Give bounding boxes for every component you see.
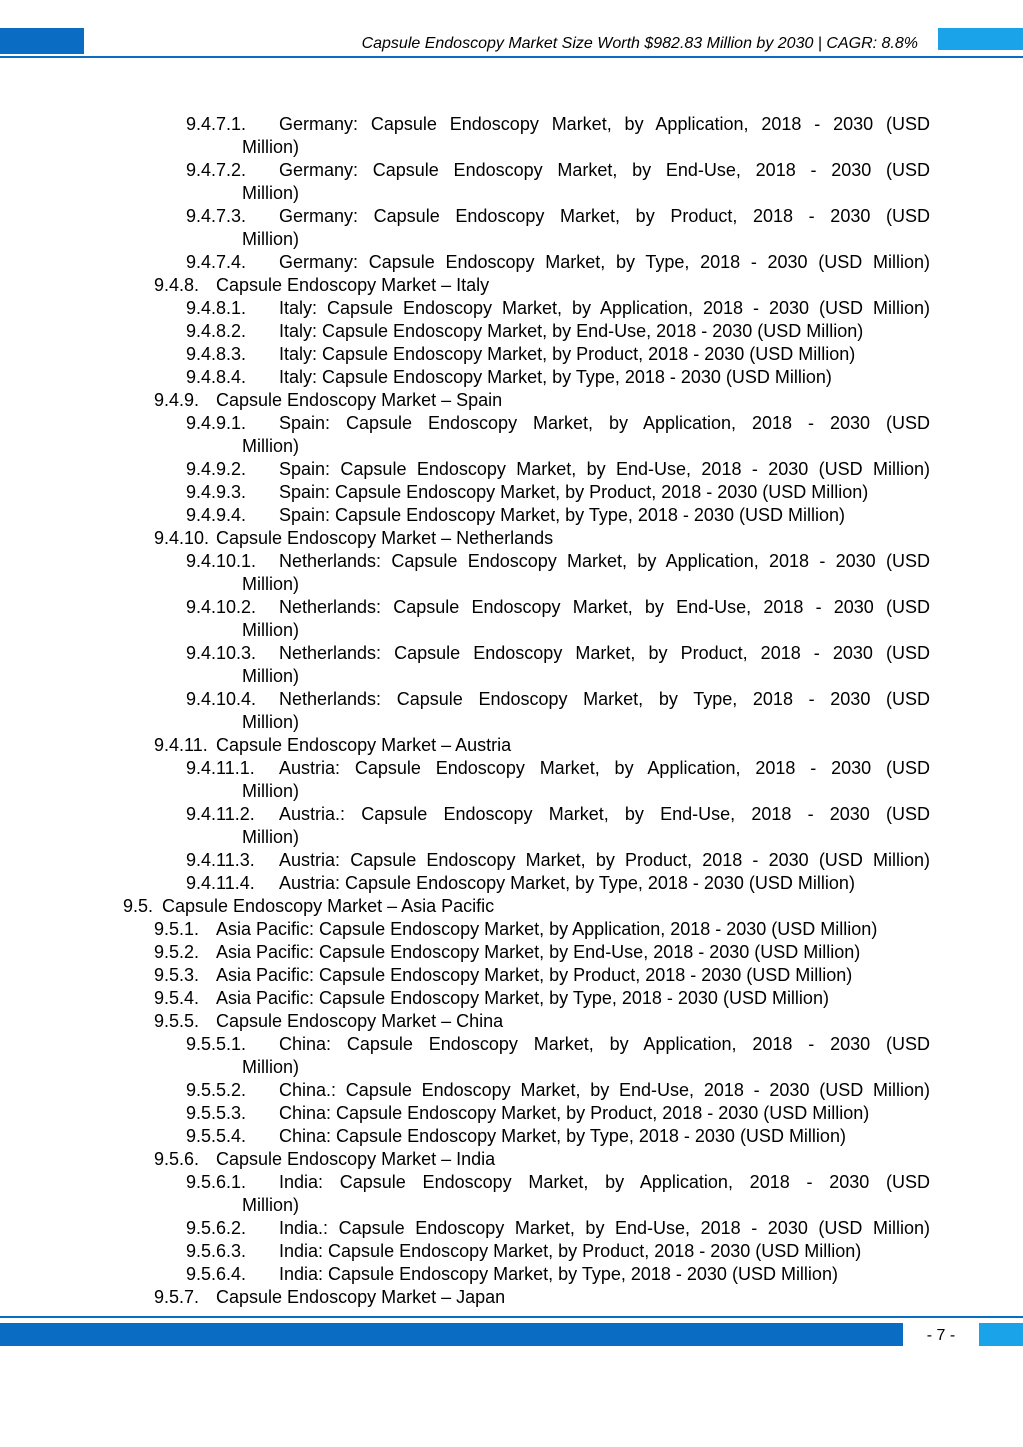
toc-entry (0, 251, 1023, 274)
toc-entry (0, 412, 1023, 435)
toc-entry-text: Austria: Capsule Endoscopy Market, by Product, 2018 - 2030 (USD Million) (279, 850, 930, 870)
toc-entry-continuation (0, 228, 1023, 251)
toc-entry (0, 941, 1023, 964)
toc-entry (0, 895, 1023, 918)
header-accent-block-right (938, 28, 1023, 50)
toc-entry-continuation (0, 182, 1023, 205)
toc-entry-text: Spain: Capsule Endoscopy Market, by Type, 2018 - 2030 (USD Million) (279, 505, 845, 525)
toc-entry (0, 297, 1023, 320)
toc-entry (0, 803, 1023, 826)
toc-entry-text: China: Capsule Endoscopy Market, by Product, 2018 - 2030 (USD Million) (279, 1103, 870, 1123)
toc-entry-text: Million) (242, 574, 300, 594)
toc-entry-text: Netherlands: Capsule Endoscopy Market, by End-Use, 2018 - 2030 (USD (279, 597, 930, 617)
toc-entry (0, 642, 1023, 665)
toc-entry (0, 1125, 1023, 1148)
toc-entry (0, 872, 1023, 895)
toc-entry-text: India: Capsule Endoscopy Market, by Type, 2018 - 2030 (USD Million) (279, 1264, 838, 1284)
toc-entry-number: 9.5.5.2. (186, 1080, 247, 1100)
toc-entry (0, 366, 1023, 389)
toc-entry-number: 9.5.5.1. (186, 1034, 247, 1054)
toc-entry-number: 9.5.6. (154, 1149, 200, 1169)
toc-entry-continuation (0, 826, 1023, 849)
toc-entry-text: Netherlands: Capsule Endoscopy Market, by Application, 2018 - 2030 (USD (279, 551, 930, 571)
toc-entry (0, 1079, 1023, 1102)
toc-entry-text: Capsule Endoscopy Market – India (216, 1149, 496, 1169)
toc-entry-number: 9.5.6.4. (186, 1264, 247, 1284)
toc-entry (0, 550, 1023, 573)
toc-entry-continuation (0, 619, 1023, 642)
toc-entry-continuation (0, 573, 1023, 596)
toc-entry-text: Capsule Endoscopy Market – Spain (216, 390, 503, 410)
header-title: Capsule Endoscopy Market Size Worth $982.83 Million by 2030 | CAGR: 8.8% (361, 35, 918, 52)
toc-entry-text: Million) (242, 712, 300, 732)
toc-entry-number: 9.5.6.3. (186, 1241, 247, 1261)
toc-entry-number: 9.4.7.3. (186, 206, 247, 226)
toc-entry (0, 596, 1023, 619)
toc-entry-text: Capsule Endoscopy Market – China (216, 1011, 504, 1031)
toc-entry-text: Million) (242, 620, 300, 640)
toc-entry-text: Asia Pacific: Capsule Endoscopy Market, by Application, 2018 - 2030 (USD Million) (216, 919, 878, 939)
toc-entry-number: 9.4.9.2. (186, 459, 247, 479)
toc-entry-text: Austria: Capsule Endoscopy Market, by Type, 2018 - 2030 (USD Million) (279, 873, 855, 893)
header-rule (0, 56, 1023, 58)
toc-entry-text: Capsule Endoscopy Market – Asia Pacific (162, 896, 495, 916)
toc-entry-text: Million) (242, 137, 300, 157)
toc-entry-continuation (0, 665, 1023, 688)
toc-entry (0, 159, 1023, 182)
toc-entry (0, 1286, 1023, 1309)
toc-entry-number: 9.4.8.1. (186, 298, 247, 318)
toc-entry (0, 688, 1023, 711)
toc-entry-text: Asia Pacific: Capsule Endoscopy Market, by End-Use, 2018 - 2030 (USD Million) (216, 942, 861, 962)
toc-entry-number: 9.4.8.2. (186, 321, 247, 341)
toc-entry (0, 964, 1023, 987)
toc-entry-text: Spain: Capsule Endoscopy Market, by Application, 2018 - 2030 (USD (279, 413, 930, 433)
toc-entry-number: 9.5.4. (154, 988, 200, 1008)
toc-entry (0, 918, 1023, 941)
toc-entry-text: Million) (242, 781, 300, 801)
toc-entry-number: 9.5. (123, 896, 154, 916)
toc-entry-number: 9.4.8.4. (186, 367, 247, 387)
toc-entry (0, 113, 1023, 136)
toc-entry-number: 9.4.9.3. (186, 482, 247, 502)
toc-entry-number: 9.4.9. (154, 390, 200, 410)
toc-entry (0, 481, 1023, 504)
toc-entry-number: 9.5.3. (154, 965, 200, 985)
toc-entry (0, 504, 1023, 527)
toc-entry-text: Italy: Capsule Endoscopy Market, by Type, 2018 - 2030 (USD Million) (279, 367, 832, 387)
toc-entry (0, 1263, 1023, 1286)
toc-entry-number: 9.5.5. (154, 1011, 200, 1031)
toc-entry-text: Austria.: Capsule Endoscopy Market, by End-Use, 2018 - 2030 (USD (279, 804, 930, 824)
toc-entry-text: China.: Capsule Endoscopy Market, by End-Use, 2018 - 2030 (USD Million) (279, 1080, 930, 1100)
toc-entry (0, 1171, 1023, 1194)
toc-entry-number: 9.5.5.3. (186, 1103, 247, 1123)
toc-entry-number: 9.4.11.2. (186, 804, 255, 824)
toc-entry-number: 9.4.9.1. (186, 413, 247, 433)
toc-entry-number: 9.4.11. (154, 735, 208, 755)
toc-entry-number: 9.4.10. (154, 528, 210, 548)
toc-entry-text: Germany: Capsule Endoscopy Market, by Type, 2018 - 2030 (USD Million) (279, 252, 930, 272)
toc-entry-text: Million) (242, 666, 300, 686)
toc-entry-text: Italy: Capsule Endoscopy Market, by Application, 2018 - 2030 (USD Million) (279, 298, 930, 318)
toc-entry-text: Million) (242, 1057, 300, 1077)
footer-bar (0, 1323, 903, 1346)
toc-entry-continuation (0, 435, 1023, 458)
toc-entry-number: 9.4.11.4. (186, 873, 255, 893)
toc-entry (0, 1240, 1023, 1263)
toc-entry-continuation (0, 780, 1023, 803)
toc-entry-number: 9.4.7.2. (186, 160, 247, 180)
toc-entry-continuation (0, 136, 1023, 159)
toc-entry-text: Austria: Capsule Endoscopy Market, by Application, 2018 - 2030 (USD (279, 758, 930, 778)
footer-accent-block-right (979, 1323, 1023, 1346)
toc-entry-text: Netherlands: Capsule Endoscopy Market, by Product, 2018 - 2030 (USD (279, 643, 930, 663)
toc-entry (0, 343, 1023, 366)
toc-entry-text: Italy: Capsule Endoscopy Market, by End-Use, 2018 - 2030 (USD Million) (279, 321, 864, 341)
toc-entry (0, 274, 1023, 297)
toc-entry-text: Spain: Capsule Endoscopy Market, by End-Use, 2018 - 2030 (USD Million) (279, 459, 930, 479)
toc-entry (0, 1102, 1023, 1125)
toc-entry-text: Million) (242, 827, 300, 847)
toc-entry-text: India.: Capsule Endoscopy Market, by End-Use, 2018 - 2030 (USD Million) (279, 1218, 930, 1238)
footer-rule (0, 1316, 1023, 1318)
toc-entry (0, 987, 1023, 1010)
toc-entry (0, 849, 1023, 872)
page-number: - 7 - (926, 1327, 956, 1344)
toc-entry-text: India: Capsule Endoscopy Market, by Product, 2018 - 2030 (USD Million) (279, 1241, 862, 1261)
table-of-contents (0, 113, 1023, 1309)
toc-entry (0, 1010, 1023, 1033)
toc-entry-number: 9.4.10.3. (186, 643, 257, 663)
toc-entry (0, 389, 1023, 412)
toc-entry-text: Capsule Endoscopy Market – Austria (216, 735, 512, 755)
toc-entry (0, 1033, 1023, 1056)
toc-entry-text: Italy: Capsule Endoscopy Market, by Product, 2018 - 2030 (USD Million) (279, 344, 856, 364)
toc-entry-text: Asia Pacific: Capsule Endoscopy Market, by Type, 2018 - 2030 (USD Million) (216, 988, 829, 1008)
toc-entry-number: 9.5.6.2. (186, 1218, 247, 1238)
toc-entry (0, 458, 1023, 481)
toc-entry-number: 9.5.2. (154, 942, 200, 962)
toc-entry-text: Netherlands: Capsule Endoscopy Market, by Type, 2018 - 2030 (USD (279, 689, 930, 709)
toc-entry-number: 9.4.10.4. (186, 689, 257, 709)
toc-entry-text: Million) (242, 183, 300, 203)
toc-entry-text: Capsule Endoscopy Market – Italy (216, 275, 490, 295)
toc-entry (0, 205, 1023, 228)
toc-entry (0, 1148, 1023, 1171)
toc-entry-text: Germany: Capsule Endoscopy Market, by Product, 2018 - 2030 (USD (279, 206, 930, 226)
toc-entry-text: Asia Pacific: Capsule Endoscopy Market, by Product, 2018 - 2030 (USD Million) (216, 965, 853, 985)
toc-entry (0, 527, 1023, 550)
toc-entry-text: India: Capsule Endoscopy Market, by Application, 2018 - 2030 (USD (279, 1172, 930, 1192)
toc-entry (0, 1217, 1023, 1240)
toc-entry-number: 9.4.10.2. (186, 597, 257, 617)
toc-entry-text: Million) (242, 436, 300, 456)
toc-entry-text: Germany: Capsule Endoscopy Market, by Application, 2018 - 2030 (USD (279, 114, 930, 134)
toc-entry-text: China: Capsule Endoscopy Market, by Type, 2018 - 2030 (USD Million) (279, 1126, 846, 1146)
toc-entry-text: Capsule Endoscopy Market – Netherlands (216, 528, 554, 548)
toc-entry-text: China: Capsule Endoscopy Market, by Application, 2018 - 2030 (USD (279, 1034, 930, 1054)
toc-entry-text: Germany: Capsule Endoscopy Market, by End-Use, 2018 - 2030 (USD (279, 160, 930, 180)
toc-entry-number: 9.5.6.1. (186, 1172, 247, 1192)
toc-entry-continuation (0, 1056, 1023, 1079)
toc-entry-number: 9.4.11.1. (186, 758, 255, 778)
toc-entry-number: 9.5.1. (154, 919, 200, 939)
toc-entry-continuation (0, 1194, 1023, 1217)
toc-entry-number: 9.4.7.1. (186, 114, 247, 134)
toc-entry-text: Million) (242, 229, 300, 249)
toc-entry (0, 320, 1023, 343)
toc-entry-text: Million) (242, 1195, 300, 1215)
toc-entry (0, 734, 1023, 757)
toc-entry-number: 9.4.9.4. (186, 505, 247, 525)
toc-entry-number: 9.5.7. (154, 1287, 200, 1307)
toc-entry-number: 9.4.8. (154, 275, 200, 295)
toc-entry-text: Capsule Endoscopy Market – Japan (216, 1287, 506, 1307)
toc-entry-number: 9.4.10.1. (186, 551, 257, 571)
toc-entry-text: Spain: Capsule Endoscopy Market, by Product, 2018 - 2030 (USD Million) (279, 482, 869, 502)
toc-entry-number: 9.4.8.3. (186, 344, 247, 364)
toc-entry-number: 9.5.5.4. (186, 1126, 247, 1146)
toc-entry-continuation (0, 711, 1023, 734)
toc-entry (0, 757, 1023, 780)
toc-entry-number: 9.4.7.4. (186, 252, 247, 272)
toc-entry-number: 9.4.11.3. (186, 850, 255, 870)
